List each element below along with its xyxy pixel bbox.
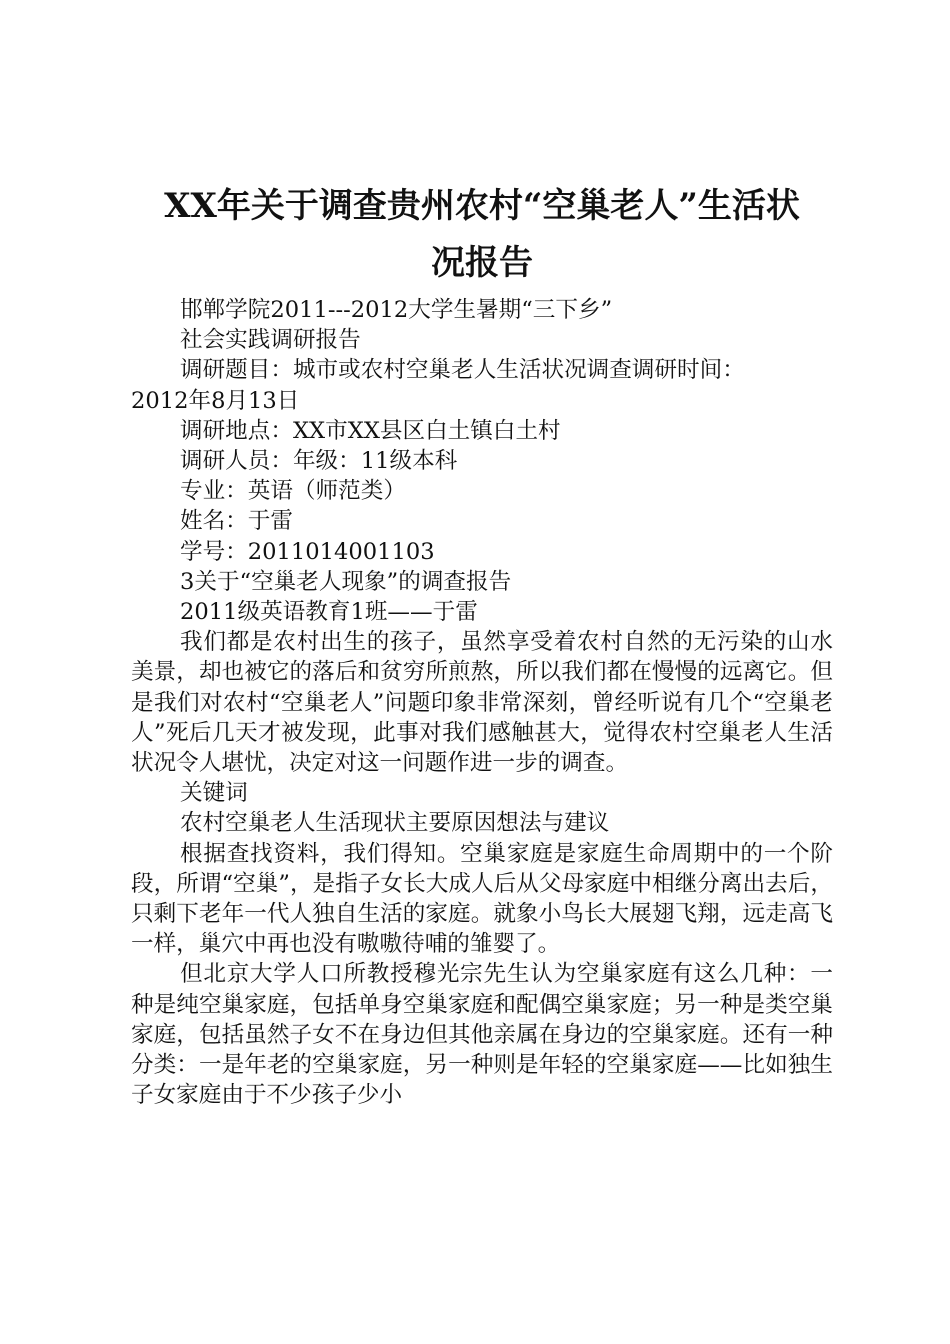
intro-paragraph: 我们都是农村出生的孩子，虽然享受着农村自然的无污染的山水美景，却也被它的落后和贫穷所煎熬，所以我们都在慢慢的远离它。但是我们对农村“空巢老人”问题印象非常深刻，曾经听说有几个“空巢老人”死后几天才被发现，此事对我们感触甚大，觉得农村空巢老人生活状况令人堪忧，决定对这一问题作进一步的调查。 <box>131 629 833 777</box>
document-page <box>131 178 833 1110</box>
keywords-label: 关键词 <box>180 780 248 807</box>
research-topic-line: 调研题目：城市或农村空巢老人生活状况调查调研时间： <box>180 357 745 384</box>
document-body <box>131 295 833 1110</box>
school-line: 邯郸学院2011---2012大学生暑期“三下乡” <box>180 297 613 323</box>
report-subtitle-line: 3关于“空巢老人现象”的调查报告 <box>180 568 512 595</box>
types-paragraph: 但北京大学人口所教授穆光宗先生认为空巢家庭有这么几种：一种是纯空巢家庭，包括单身空巢家庭和配偶空巢家庭；另一种是类空巢家庭，包括虽然子女不在身边但其他亲属在身边的空巢家庭。还有一种分类：一是年老的空巢家庭，另一种则是年轻的空巢家庭——比如独生子女家庭由于不少孩子少小 <box>131 961 833 1109</box>
definition-paragraph: 根据查找资料，我们得知。空巢家庭是家庭生命周期中的一个阶段，所谓“空巢”，是指子女长大成人后从父母家庭中相继分离出去后，只剩下老年一代人独自生活的家庭。就象小鸟长大展翅飞翔，远走高飞一样，巢穴中再也没有嗷嗷待哺的雏婴了。 <box>131 840 833 958</box>
major-line: 专业：英语（师范类） <box>180 478 406 505</box>
research-date-line: 2012年8月13日 <box>131 387 300 414</box>
author-class-line: 2011级英语教育1班——于雷 <box>180 599 478 626</box>
keywords-line: 农村空巢老人生活现状主要原因想法与建议 <box>180 810 610 837</box>
title-line-2: 况报告 <box>431 243 533 283</box>
name-line: 姓名：于雷 <box>180 508 293 535</box>
student-id-line: 学号：2011014001103 <box>180 538 435 565</box>
research-location-line: 调研地点：XX市XX县区白土镇白土村 <box>180 417 561 444</box>
document-title <box>131 178 833 292</box>
report-type-line: 社会实践调研报告 <box>180 327 361 354</box>
title-line-1: XX年关于调查贵州农村“空巢老人”生活状 <box>164 186 800 226</box>
researcher-grade-line: 调研人员：年级：11级本科 <box>180 448 458 475</box>
